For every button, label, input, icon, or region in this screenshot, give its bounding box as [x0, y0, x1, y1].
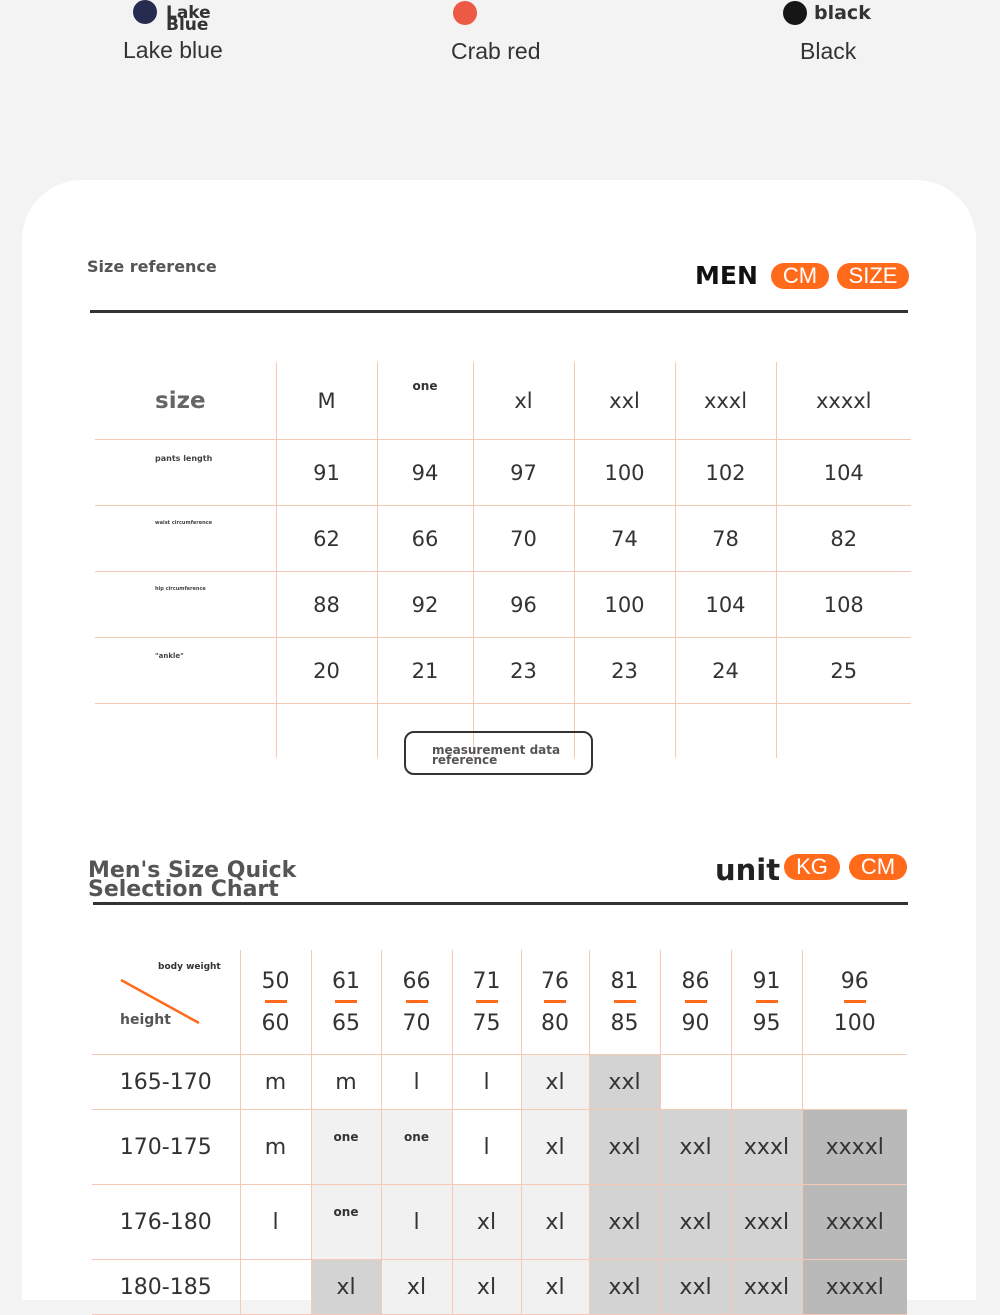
size-pill: SIZE [837, 263, 909, 289]
color-tag-lake-blue: Lake Blue [166, 3, 211, 35]
cell [240, 1260, 311, 1315]
color-name-black: Black [800, 38, 857, 64]
row-label: "ankle" [95, 638, 276, 704]
size-col: xxxl [675, 362, 776, 440]
table-row [95, 572, 911, 638]
cell: 23 [473, 638, 574, 704]
cell: one [311, 1185, 381, 1260]
cell: xl [521, 1185, 589, 1260]
cell: xxl [589, 1110, 660, 1185]
cell: xxxl [731, 1260, 802, 1315]
cell: m [240, 1110, 311, 1185]
cell: xl [521, 1055, 589, 1110]
weight-col: 81 85 [589, 950, 660, 1055]
cell: xxxl [731, 1185, 802, 1260]
cell: xl [452, 1185, 521, 1260]
cell: l [452, 1055, 521, 1110]
cell: l [452, 1110, 521, 1185]
cell: xxl [660, 1110, 731, 1185]
cell: 24 [675, 638, 776, 704]
cell: 96 [473, 572, 574, 638]
weight-col: 50 60 [240, 950, 311, 1055]
row-label: hip circumference [95, 572, 276, 638]
quick-chart-table [92, 950, 907, 1315]
cell: 100 [574, 572, 675, 638]
cell: 20 [276, 638, 377, 704]
table-row [95, 506, 911, 572]
cell: xl [521, 1260, 589, 1315]
cell: xxxxl [802, 1260, 907, 1315]
cell: xxxxl [802, 1110, 907, 1185]
cell: l [381, 1055, 452, 1110]
cell: l [381, 1185, 452, 1260]
size-col: one [377, 362, 473, 440]
cell: 94 [377, 440, 473, 506]
size-header-row [95, 362, 911, 440]
table-row [92, 1260, 907, 1315]
table-row [95, 440, 911, 506]
cell: xxl [660, 1260, 731, 1315]
color-dot-crab-red[interactable] [453, 1, 477, 25]
corner-weight-label: body weight [158, 962, 221, 972]
size-col: M [276, 362, 377, 440]
cell: 102 [675, 440, 776, 506]
cell: one [311, 1110, 381, 1185]
cell: xxl [660, 1185, 731, 1260]
size-col: xl [473, 362, 574, 440]
corner-cell [92, 950, 240, 1055]
quick-chart-title: Men's Size Quick Selection Chart [88, 858, 297, 902]
cm-pill-2: CM [849, 854, 907, 880]
height-label: 180-185 [92, 1260, 240, 1315]
table-row [92, 1055, 907, 1110]
kg-pill: KG [784, 854, 840, 880]
cell: 104 [675, 572, 776, 638]
table-row [92, 1185, 907, 1260]
height-label: 170-175 [92, 1110, 240, 1185]
cell: 66 [377, 506, 473, 572]
cell: 108 [776, 572, 911, 638]
cell: 100 [574, 440, 675, 506]
cell: xl [311, 1260, 381, 1315]
cell [660, 1055, 731, 1110]
weight-col: 86 90 [660, 950, 731, 1055]
size-col: xxl [574, 362, 675, 440]
cell: 23 [574, 638, 675, 704]
cell: 97 [473, 440, 574, 506]
color-tag-black: black [814, 2, 871, 24]
height-label: 176-180 [92, 1185, 240, 1260]
row-label: waist circumference [95, 506, 276, 572]
size-header-label: size [95, 362, 276, 440]
cell: 88 [276, 572, 377, 638]
height-label: 165-170 [92, 1055, 240, 1110]
color-dot-lake-blue[interactable] [133, 0, 157, 24]
cm-pill: CM [771, 263, 829, 289]
table-row [95, 638, 911, 704]
cell: 92 [377, 572, 473, 638]
cell: one [381, 1110, 452, 1185]
cell: m [311, 1055, 381, 1110]
cell: 78 [675, 506, 776, 572]
weight-col: 76 80 [521, 950, 589, 1055]
measurement-reference-button[interactable]: measurement data reference [404, 731, 593, 775]
weight-col: 71 75 [452, 950, 521, 1055]
cell: xxxl [731, 1110, 802, 1185]
size-reference-table [95, 362, 911, 758]
cell: 104 [776, 440, 911, 506]
cell: 74 [574, 506, 675, 572]
cell [731, 1055, 802, 1110]
cell: xxl [589, 1260, 660, 1315]
weight-col: 61 65 [311, 950, 381, 1055]
quick-chart-rule [93, 902, 908, 905]
size-reference-title: Size reference [87, 257, 217, 276]
cell: xl [381, 1260, 452, 1315]
weight-col: 66 70 [381, 950, 452, 1055]
color-name-crab-red: Crab red [451, 38, 541, 64]
cell: xxl [589, 1055, 660, 1110]
cell: l [240, 1185, 311, 1260]
cell: 82 [776, 506, 911, 572]
table-row [92, 1110, 907, 1185]
diagonal-divider [92, 950, 240, 1054]
cell: xl [452, 1260, 521, 1315]
cell: 70 [473, 506, 574, 572]
cell: xxxxl [802, 1185, 907, 1260]
weight-col: 91 95 [731, 950, 802, 1055]
cell: xl [521, 1110, 589, 1185]
size-col: xxxxl [776, 362, 911, 440]
color-name-lake-blue: Lake blue [123, 37, 223, 63]
cell: xxl [589, 1185, 660, 1260]
cell: 62 [276, 506, 377, 572]
cell: 25 [776, 638, 911, 704]
men-badge: MEN [695, 261, 758, 290]
color-dot-black[interactable] [783, 1, 807, 25]
weight-col: 96 100 [802, 950, 907, 1055]
cell [802, 1055, 907, 1110]
cell: m [240, 1055, 311, 1110]
size-reference-rule [90, 310, 908, 313]
unit-label: unit [715, 853, 781, 887]
cell: 91 [276, 440, 377, 506]
row-label: pants length [95, 440, 276, 506]
weight-header-row [92, 950, 907, 1055]
cell: 21 [377, 638, 473, 704]
corner-height-label: height [120, 1012, 171, 1028]
